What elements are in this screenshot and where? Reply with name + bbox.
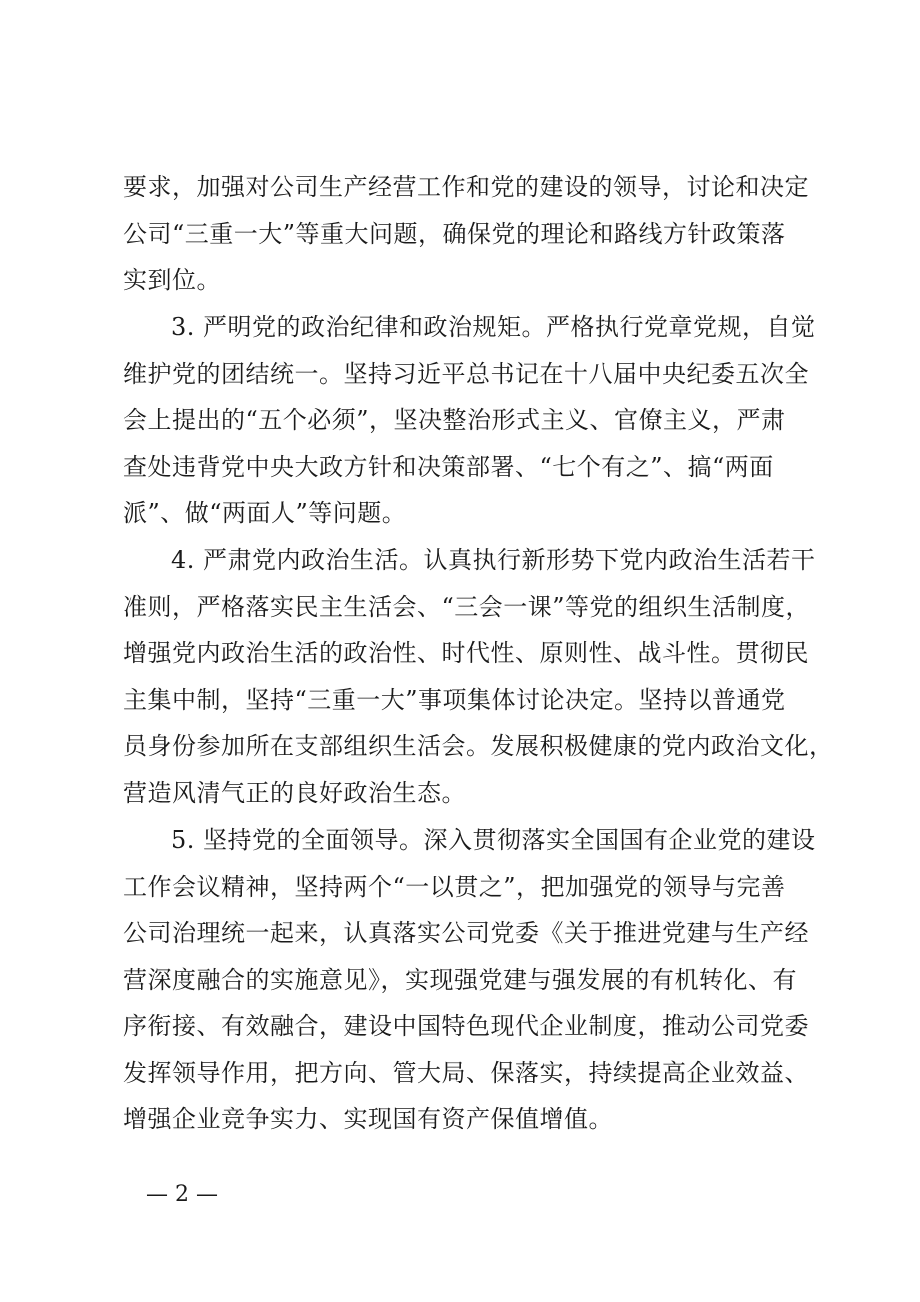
text-line: 查处违背党中央大政方针和决策部署、“七个有之”、搞“两面 [123,452,774,481]
text-line: 公司“三重一大”等重大问题，确保党的理论和路线方针政策落 [123,219,786,248]
text-line: 3. 严明党的政治纪律和政治规矩。严格执行党章党规，自觉 [171,313,816,341]
text-line: 员身份参加所在支部组织生活会。发展积极健康的党内政治文化， [123,732,834,760]
paragraph-item-5 [123,817,823,1143]
text-line: 营深度融合的实施意见》，实现强党建与强发展的有机转化、有 [123,965,797,994]
text-line: 维护党的团结统一。坚持习近平总书记在十八届中央纪委五次全 [123,359,809,388]
text-line: 会上提出的“五个必须”，坚决整治形式主义、官僚主义，严肃 [123,406,786,434]
text-line: 准则，严格落实民主生活会、“三会一课”等党的组织生活制度， [123,592,811,621]
text-line: 要求，加强对公司生产经营工作和党的建设的领导，讨论和决定 [123,173,809,201]
text-line: 增强企业竞争实力、实现国有资产保值增值。 [123,1105,613,1133]
text-line: 公司治理统一起来，认真落实公司党委《关于推进党建与生产经 [123,919,809,947]
text-line: 工作会议精神，坚持两个“一以贯之”，把加强党的领导与完善 [123,872,786,901]
page-number: — 2 — [146,1182,218,1207]
text-line: 增强党内政治生活的政治性、时代性、原则性、战斗性。贯彻民 [123,639,809,667]
paragraph-item-4 [123,537,834,816]
text-line: 派”、做“两面人”等问题。 [123,499,407,527]
text-line: 实到位。 [123,266,221,294]
text-line: 主集中制，坚持“三重一大”事项集体讨论决定。坚持以普通党 [123,685,786,714]
text-line: 序衔接、有效融合，建设中国特色现代企业制度，推动公司党委 [123,1012,809,1040]
paragraph-continuation [123,164,823,304]
text-line: 营造风清气正的良好政治生态。 [123,778,466,807]
text-line: 4. 严肃党内政治生活。认真执行新形势下党内政治生活若干 [171,546,816,574]
text-line: 发挥领导作用，把方向、管大局、保落实，持续提高企业效益、 [123,1058,809,1087]
paragraph-item-3 [123,304,823,537]
text-line: 5. 坚持党的全面领导。深入贯彻落实全国国有企业党的建设 [171,826,816,854]
